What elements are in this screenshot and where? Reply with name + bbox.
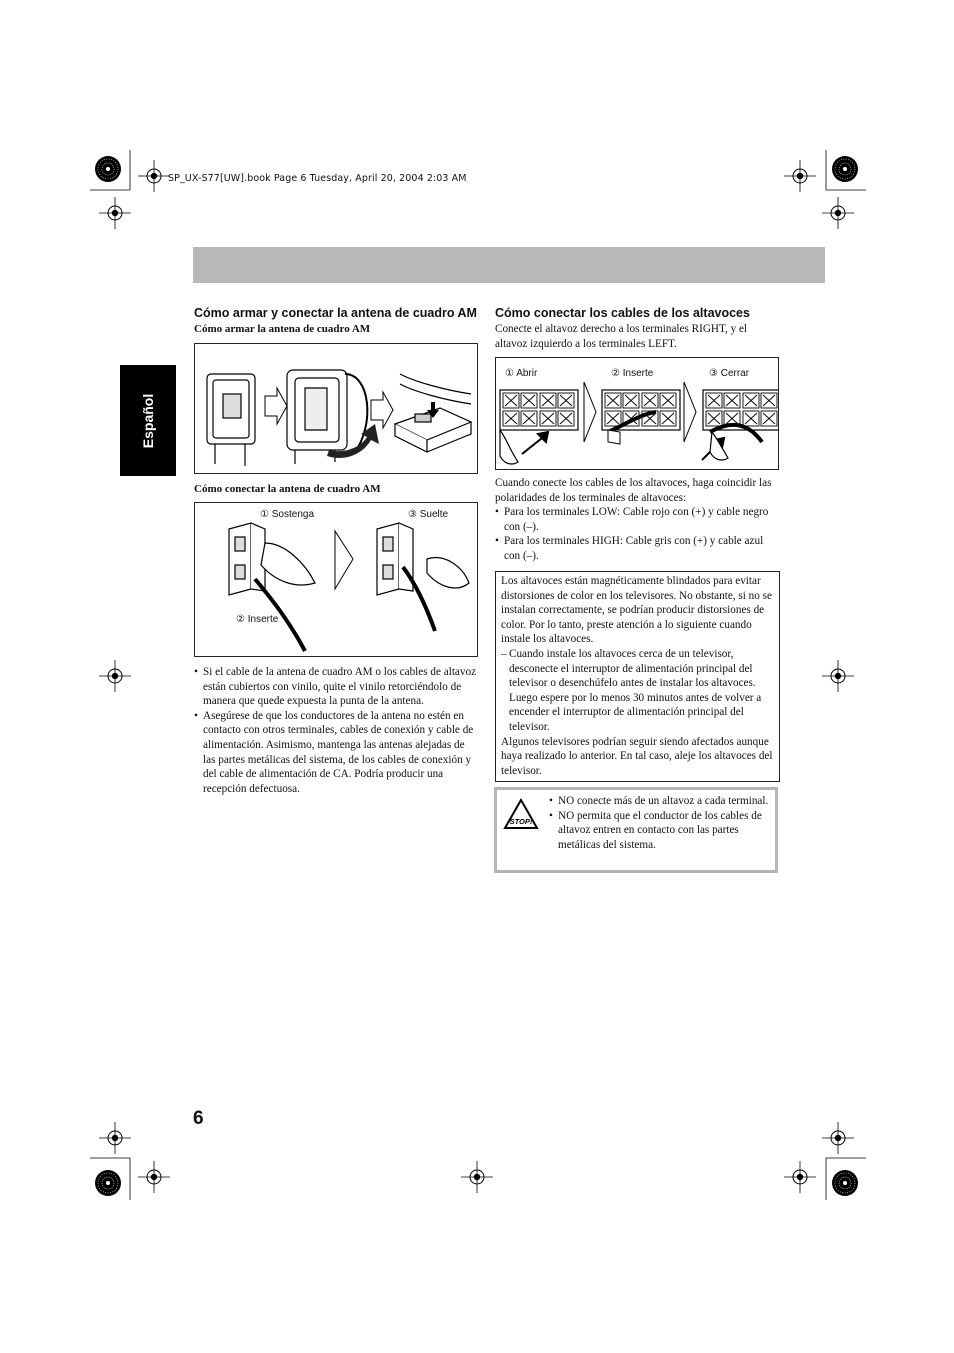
warning-list-wrap	[549, 794, 774, 852]
antenna-notes	[194, 665, 478, 796]
polarity-low: • Para los terminales LOW: Cable rojo con (+) y cable negro con (–).	[495, 505, 779, 534]
figure-speaker-terminals	[495, 357, 779, 470]
polarity-paragraph: Cuando conecte los cables de los altavoces, haga coincidir las polaridades de los terminales de altavoces:	[495, 477, 772, 504]
figure-connect-antenna	[194, 502, 478, 657]
step-open-label: ① Abrir	[505, 368, 538, 379]
warning-box	[494, 787, 778, 873]
book-header: SP_UX-S77[UW].book Page 6 Tuesday, April 20, 2004 2:03 AM	[168, 173, 467, 184]
step-release-label: ③ Suelte	[408, 509, 449, 520]
note-dash-text: Cuando instale los altavoces cerca de un televisor, desconecte el interruptor de alimentación principal del televisor o desenchúfelo antes de instalar los altavoces. Luego espere por lo menos 30 minutos antes de volver a encender el interruptor de alimentación principal del televisor.	[509, 647, 762, 733]
stop-warning-icon	[503, 798, 539, 830]
polarity-high: • Para los terminales HIGH: Cable gris con (+) y cable azul con (–).	[495, 534, 779, 563]
warning-one-speaker: • NO conecte más de un altavoz a cada terminal.	[549, 794, 774, 809]
section-title-speaker-cables: Cómo conectar los cables de los altavoces	[495, 306, 750, 320]
antenna-note-vinyl: • Si el cable de la antena de cuadro AM o los cables de altavoz están cubiertos con vinilo, quite el vinilo retorciéndolo de manera que quede expuesta la punta de la antena.	[194, 665, 478, 709]
antenna-note-contact: • Asegúrese de que los conductores de la antena no estén en contacto con otros terminales, cables de conexión y cable de alimentación. Asimismo, mantenga las antenas alejadas de las partes metálicas del sistema, de los cables de conexión y del cable de alimentación de CA. Podría producir una recepción defectuosa.	[194, 709, 478, 797]
subtitle-assemble-antenna: Cómo armar la antena de cuadro AM	[194, 323, 371, 335]
note-dash-mark: –	[501, 647, 507, 660]
page-number: 6	[193, 1108, 204, 1129]
language-tab	[120, 365, 176, 476]
step-insert-speaker-label: ② Inserte	[611, 368, 654, 379]
note-paragraph-1: Los altavoces están magnéticamente blindados para evitar distorsiones de color en los televisores. No obstante, si no se instalan correctamente, se podrían producir distorsiones de color. Por lo tanto, preste atención a lo siguiente cuando instale los altavoces.	[501, 575, 772, 646]
warning-no-contact: • NO permita que el conductor de los cables de altavoz entren en contacto con las partes metálicas del sistema.	[549, 809, 774, 853]
section-title-antenna: Cómo armar y conectar la antena de cuadro AM	[194, 306, 477, 320]
step-close-label: ③ Cerrar	[709, 368, 750, 379]
note-paragraph-2: Algunos televisores podrían seguir siendo afectados aunque haya realizado lo anterior. En tal caso, aleje los altavoces del televisor.	[501, 735, 773, 777]
stop-icon-text: STOP!	[509, 817, 533, 826]
step-hold-label: ① Sostenga	[260, 509, 314, 520]
figure-assemble-antenna	[194, 343, 478, 474]
polarity-section	[495, 476, 779, 564]
note-dash-item	[501, 647, 773, 735]
language-tab-label: Español	[140, 393, 156, 448]
subtitle-connect-antenna: Cómo conectar la antena de cuadro AM	[194, 483, 381, 495]
step-insert-label: ② Inserte	[236, 614, 279, 625]
magnetic-shielding-note	[495, 571, 780, 782]
speaker-intro: Conecte el altavoz derecho a los terminales RIGHT, y el altavoz izquierdo a los terminales LEFT.	[495, 323, 748, 350]
header-bar	[193, 247, 825, 283]
